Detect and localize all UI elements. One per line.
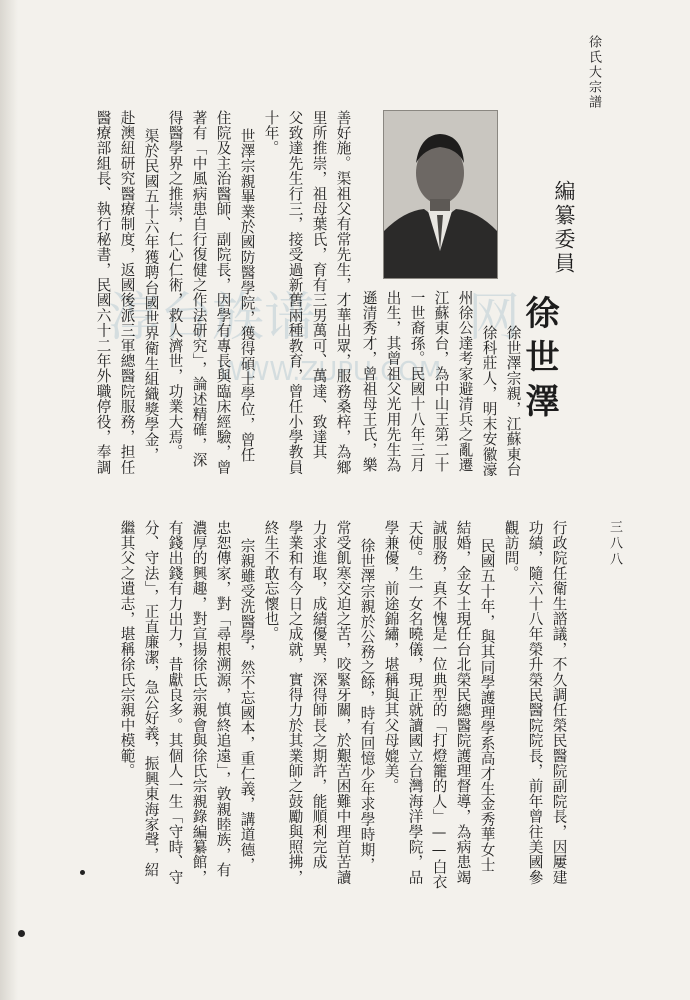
upper-col-14: 著有「中風病患自行復健之作法研究」，論述精確，深	[190, 110, 208, 468]
ink-dot	[18, 930, 25, 937]
lower-col-12: 學業和有今日之成就，實得力於其業師之鼓勵與照拂，	[286, 520, 304, 885]
upper-col-17: 赴澳紐研究醫療制度，返國後派三軍總醫院服務，担任	[118, 110, 136, 475]
page-number: 三八八	[607, 520, 622, 568]
page-binding-shadow	[0, 0, 18, 1000]
lower-col-7: 天使。生一女名曉儀，現正就讀國立台灣海洋學院，品	[406, 520, 424, 885]
upper-col-9: 里所推崇，祖母葉氏，育有三男萬可、萬達、致達其	[310, 110, 328, 460]
upper-col-15: 得醫學界之推崇，仁心仁術，救人濟世，功業大焉。	[166, 110, 184, 460]
lower-col-8: 學兼優，前途錦繡，堪稱與其父母媲美。	[382, 520, 400, 794]
lower-col-5: 結婚，金女士現任台北榮民總醫院護理督導，為病患竭	[454, 520, 472, 885]
portrait-figure	[384, 111, 497, 278]
lower-col-14: 宗親雖受洗醫學，然不忘國本，重仁義，講道德，	[238, 538, 256, 873]
upper-col-2: 徐科莊人，明末安徽濠	[480, 325, 498, 477]
upper-col-11: 十年。	[262, 110, 280, 156]
lower-col-11: 力求進取，成績優異，深得師長之期許，能順利完成	[310, 520, 328, 870]
person-name: 徐世澤	[519, 295, 559, 427]
lower-col-16: 濃厚的興趣，對宣揚徐氏宗親會與徐氏宗親錄編纂館，	[190, 520, 208, 885]
watermark-text-2: 网	[468, 288, 521, 348]
watermark-url: WWW.ZUPU.COM	[218, 357, 442, 387]
upper-col-4: 江蘇東台，為中山王第二十	[432, 290, 450, 473]
lower-col-17: 有錢出錢有力出力，昔獻良多。其個人一生「守時、守	[166, 520, 184, 885]
watermark-text: 淳台族谱	[108, 288, 317, 348]
lower-col-15: 忠恕傳家，對「尋根溯源，慎終追遠」，敦親睦族，有	[214, 520, 232, 878]
lower-col-9: 徐世澤宗親於公務之餘，時有回憶少年求學時期，	[358, 538, 376, 873]
lower-col-2: 功績，隨六十八年榮升榮民醫院院長，前年曾往美國參	[526, 520, 544, 885]
upper-col-6: 出生，其曾祖父光用先生為	[384, 290, 402, 473]
lower-col-6: 誠服務，真不愧是一位典型的「打燈籠的人」——白衣	[430, 520, 448, 890]
portrait-photo	[383, 110, 498, 279]
upper-col-7: 遜清秀才，曾祖母王氏，樂	[360, 290, 378, 473]
upper-col-16: 渠於民國五十六年獲聘台國世界衛生組織獎學金，	[142, 128, 160, 463]
lower-col-18: 分、守法」，正直廉潔，急公好義，振興東海家聲，紹	[142, 520, 160, 878]
upper-col-8: 善好施。渠祖父有常先生，才華出眾，服務桑梓，為鄉	[334, 110, 352, 475]
lower-col-13: 終生不敢忘懷也。	[262, 520, 280, 642]
upper-col-10: 父致達先生行三，接受過新舊兩種教育，曾任小學教員	[286, 110, 304, 475]
upper-col-13: 住院及主治醫師、副院長，因學有專長與臨床經驗，曾	[214, 110, 232, 475]
lower-col-1: 行政院任衛生諮議，不久調任榮民醫院副院長，因屢建	[550, 520, 568, 885]
lower-col-3: 觀訪問。	[502, 520, 520, 581]
upper-col-18: 醫療部組長、執行秘書，民國六十二年外職停役，奉調	[94, 110, 112, 475]
upper-col-5: 一世裔孫。民國十八年三月	[408, 290, 426, 473]
upper-col-12: 世澤宗親畢業於國防醫學院，獲得碩士學位，曾任	[238, 128, 256, 463]
upper-col-1: 徐世澤宗親，江蘇東台	[504, 325, 522, 477]
upper-col-3: 州徐公達考家避清兵之亂遷	[456, 290, 474, 473]
lower-col-19: 繼其父之遺志，堪稱徐氏宗親中模範。	[118, 520, 136, 779]
role-label: 編纂委員	[552, 180, 576, 276]
running-title: 徐氏大宗譜	[586, 35, 601, 110]
lower-col-4: 民國五十年，與其同學護理學系高才生金秀華女士	[478, 538, 496, 873]
lower-col-10: 常受飢寒交迫之苦，咬緊牙關，於艱苦困難中理首苦讀	[334, 520, 352, 885]
ink-dot	[80, 870, 85, 875]
